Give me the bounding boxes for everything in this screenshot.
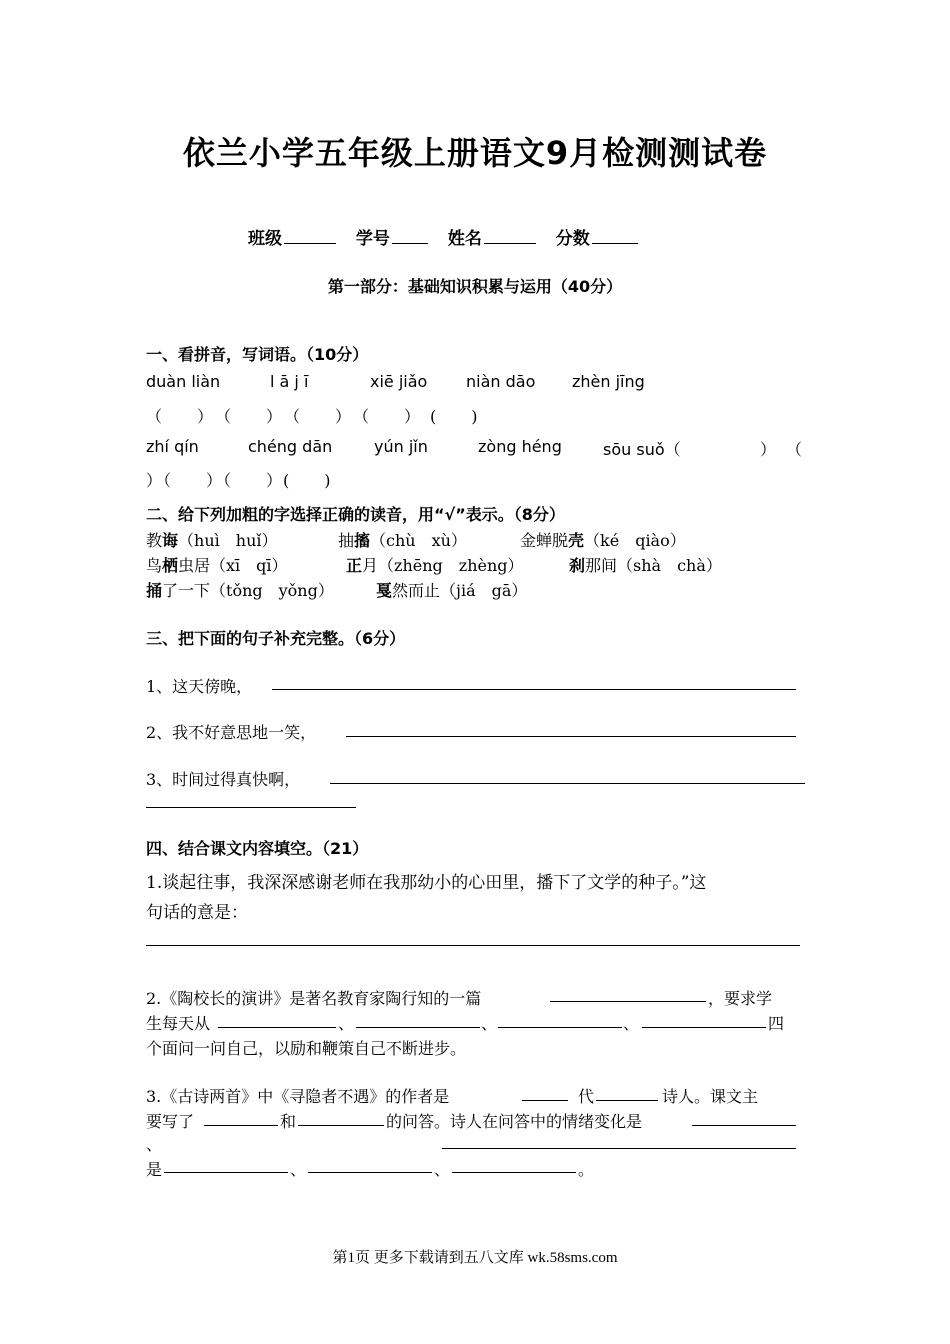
q4-item3: 的问答。诗人在问答中的情绪变化是 bbox=[386, 1112, 643, 1131]
pinyin: zhèn jīng bbox=[572, 372, 645, 391]
sentence-prompt: 3、时间过得真快啊， bbox=[146, 770, 301, 789]
score-label: 分数 bbox=[555, 229, 590, 249]
separator: 、 bbox=[146, 1135, 163, 1154]
reading-item: 刹那间（shà chà） bbox=[569, 556, 722, 575]
q4-item2: 2.《陶校长的演讲》是著名教育家陶行知的一篇 bbox=[146, 989, 482, 1008]
answer-line[interactable] bbox=[692, 1125, 796, 1126]
answer-line[interactable] bbox=[146, 945, 800, 946]
answer-line[interactable] bbox=[218, 1027, 336, 1028]
pinyin: chéng dān bbox=[248, 437, 333, 456]
answer-line[interactable] bbox=[308, 1172, 432, 1173]
pinyin: l ā j ī bbox=[270, 372, 309, 391]
answer-line[interactable] bbox=[642, 1027, 766, 1028]
answer-line[interactable] bbox=[550, 1001, 706, 1002]
answer-brackets: （ ） （ ） （ ） （ ） ( ) bbox=[146, 407, 479, 426]
q4-item2: 生每天从 bbox=[146, 1014, 211, 1033]
separator: 、 bbox=[481, 1014, 498, 1033]
q4-item1: 句话的意是： bbox=[146, 903, 248, 923]
number-label: 学号 bbox=[355, 229, 390, 249]
answer-line[interactable] bbox=[164, 1172, 288, 1173]
q3-heading: 三、把下面的句子补充完整。（6分） bbox=[146, 629, 406, 648]
part-heading: 第一部分：基础知识积累与运用（40分） bbox=[327, 277, 623, 296]
pinyin: yún jǐn bbox=[374, 437, 428, 456]
answer-line[interactable] bbox=[272, 689, 796, 690]
q4-item3: 是 bbox=[146, 1160, 163, 1179]
name-blank[interactable] bbox=[484, 229, 536, 244]
sentence-prompt: 2、我不好意思地一笑， bbox=[146, 723, 317, 742]
answer-brackets: ）（ bbox=[760, 440, 821, 459]
pinyin: duàn liàn bbox=[146, 372, 221, 391]
number-blank[interactable] bbox=[392, 229, 428, 244]
name-label: 姓名 bbox=[447, 229, 482, 249]
q4-item2: ，要求学 bbox=[708, 989, 773, 1008]
reading-item: 正月（zhēng zhèng） bbox=[346, 556, 524, 575]
page-title: 依兰小学五年级上册语文9月检测测试卷 bbox=[182, 134, 768, 172]
answer-line[interactable] bbox=[298, 1125, 384, 1126]
separator: 、 bbox=[338, 1014, 355, 1033]
answer-line[interactable] bbox=[596, 1100, 658, 1101]
answer-line[interactable] bbox=[330, 783, 805, 784]
answer-line[interactable] bbox=[146, 807, 356, 808]
separator: 、 bbox=[434, 1160, 451, 1179]
pinyin: niàn dāo bbox=[466, 372, 536, 391]
q4-item3: 诗人。课文主 bbox=[662, 1087, 759, 1106]
reading-item: 鸟栖虫居（xī qī） bbox=[146, 556, 288, 575]
answer-line[interactable] bbox=[204, 1125, 278, 1126]
pinyin: zhí qín bbox=[146, 437, 199, 456]
answer-brackets: ）（ ）（ ）( ) bbox=[146, 471, 332, 490]
answer-line[interactable] bbox=[442, 1148, 796, 1149]
score-blank[interactable] bbox=[592, 229, 638, 244]
answer-line[interactable] bbox=[522, 1100, 568, 1101]
answer-line[interactable] bbox=[346, 736, 796, 737]
reading-item: 金蝉脱壳（ké qiào） bbox=[520, 531, 686, 550]
page-footer: 第1页 更多下载请到五八文库 wk.58sms.com bbox=[332, 1250, 618, 1266]
q4-item2: 个面问一问自己，以励和鞭策自己不断进步。 bbox=[146, 1039, 467, 1058]
student-info bbox=[248, 224, 652, 249]
pinyin: zòng héng bbox=[478, 437, 562, 456]
class-label: 班级 bbox=[248, 229, 282, 249]
q1-heading: 一、看拼音，写词语。（10分） bbox=[146, 345, 369, 364]
pinyin: sōu suǒ（ bbox=[603, 440, 681, 459]
q4-item3: 代 bbox=[578, 1087, 595, 1106]
sentence-prompt: 1、这天傍晚， bbox=[146, 677, 253, 696]
period: 。 bbox=[578, 1160, 595, 1179]
q4-item3: 和 bbox=[280, 1112, 297, 1131]
q2-heading: 二、给下列加粗的字选择正确的读音，用“√”表示。（8分） bbox=[146, 505, 565, 524]
q4-item3: 要写了 bbox=[146, 1112, 195, 1131]
answer-line[interactable] bbox=[356, 1027, 480, 1028]
reading-item: 捅了一下（tǒng yǒng） bbox=[146, 581, 334, 600]
class-blank[interactable] bbox=[284, 229, 336, 244]
reading-item: 抽搐（chù xù） bbox=[338, 531, 467, 550]
answer-line[interactable] bbox=[452, 1172, 576, 1173]
q4-item3: 3.《古诗两首》中《寻隐者不遇》的作者是 bbox=[146, 1087, 450, 1106]
q4-item1: 1.谈起往事，我深深感谢老师在我那幼小的心田里，播下了文学的种子。”这 bbox=[146, 873, 707, 893]
reading-item: 戛然而止（jiá gā） bbox=[376, 581, 528, 600]
separator: 、 bbox=[290, 1160, 307, 1179]
reading-item: 教诲（huì huǐ） bbox=[146, 531, 278, 550]
q4-heading: 四、结合课文内容填空。（21） bbox=[146, 839, 369, 858]
separator: 、 bbox=[623, 1014, 640, 1033]
q4-item2: 四 bbox=[768, 1014, 785, 1033]
answer-line[interactable] bbox=[498, 1027, 622, 1028]
pinyin: xiē jiǎo bbox=[370, 372, 428, 391]
